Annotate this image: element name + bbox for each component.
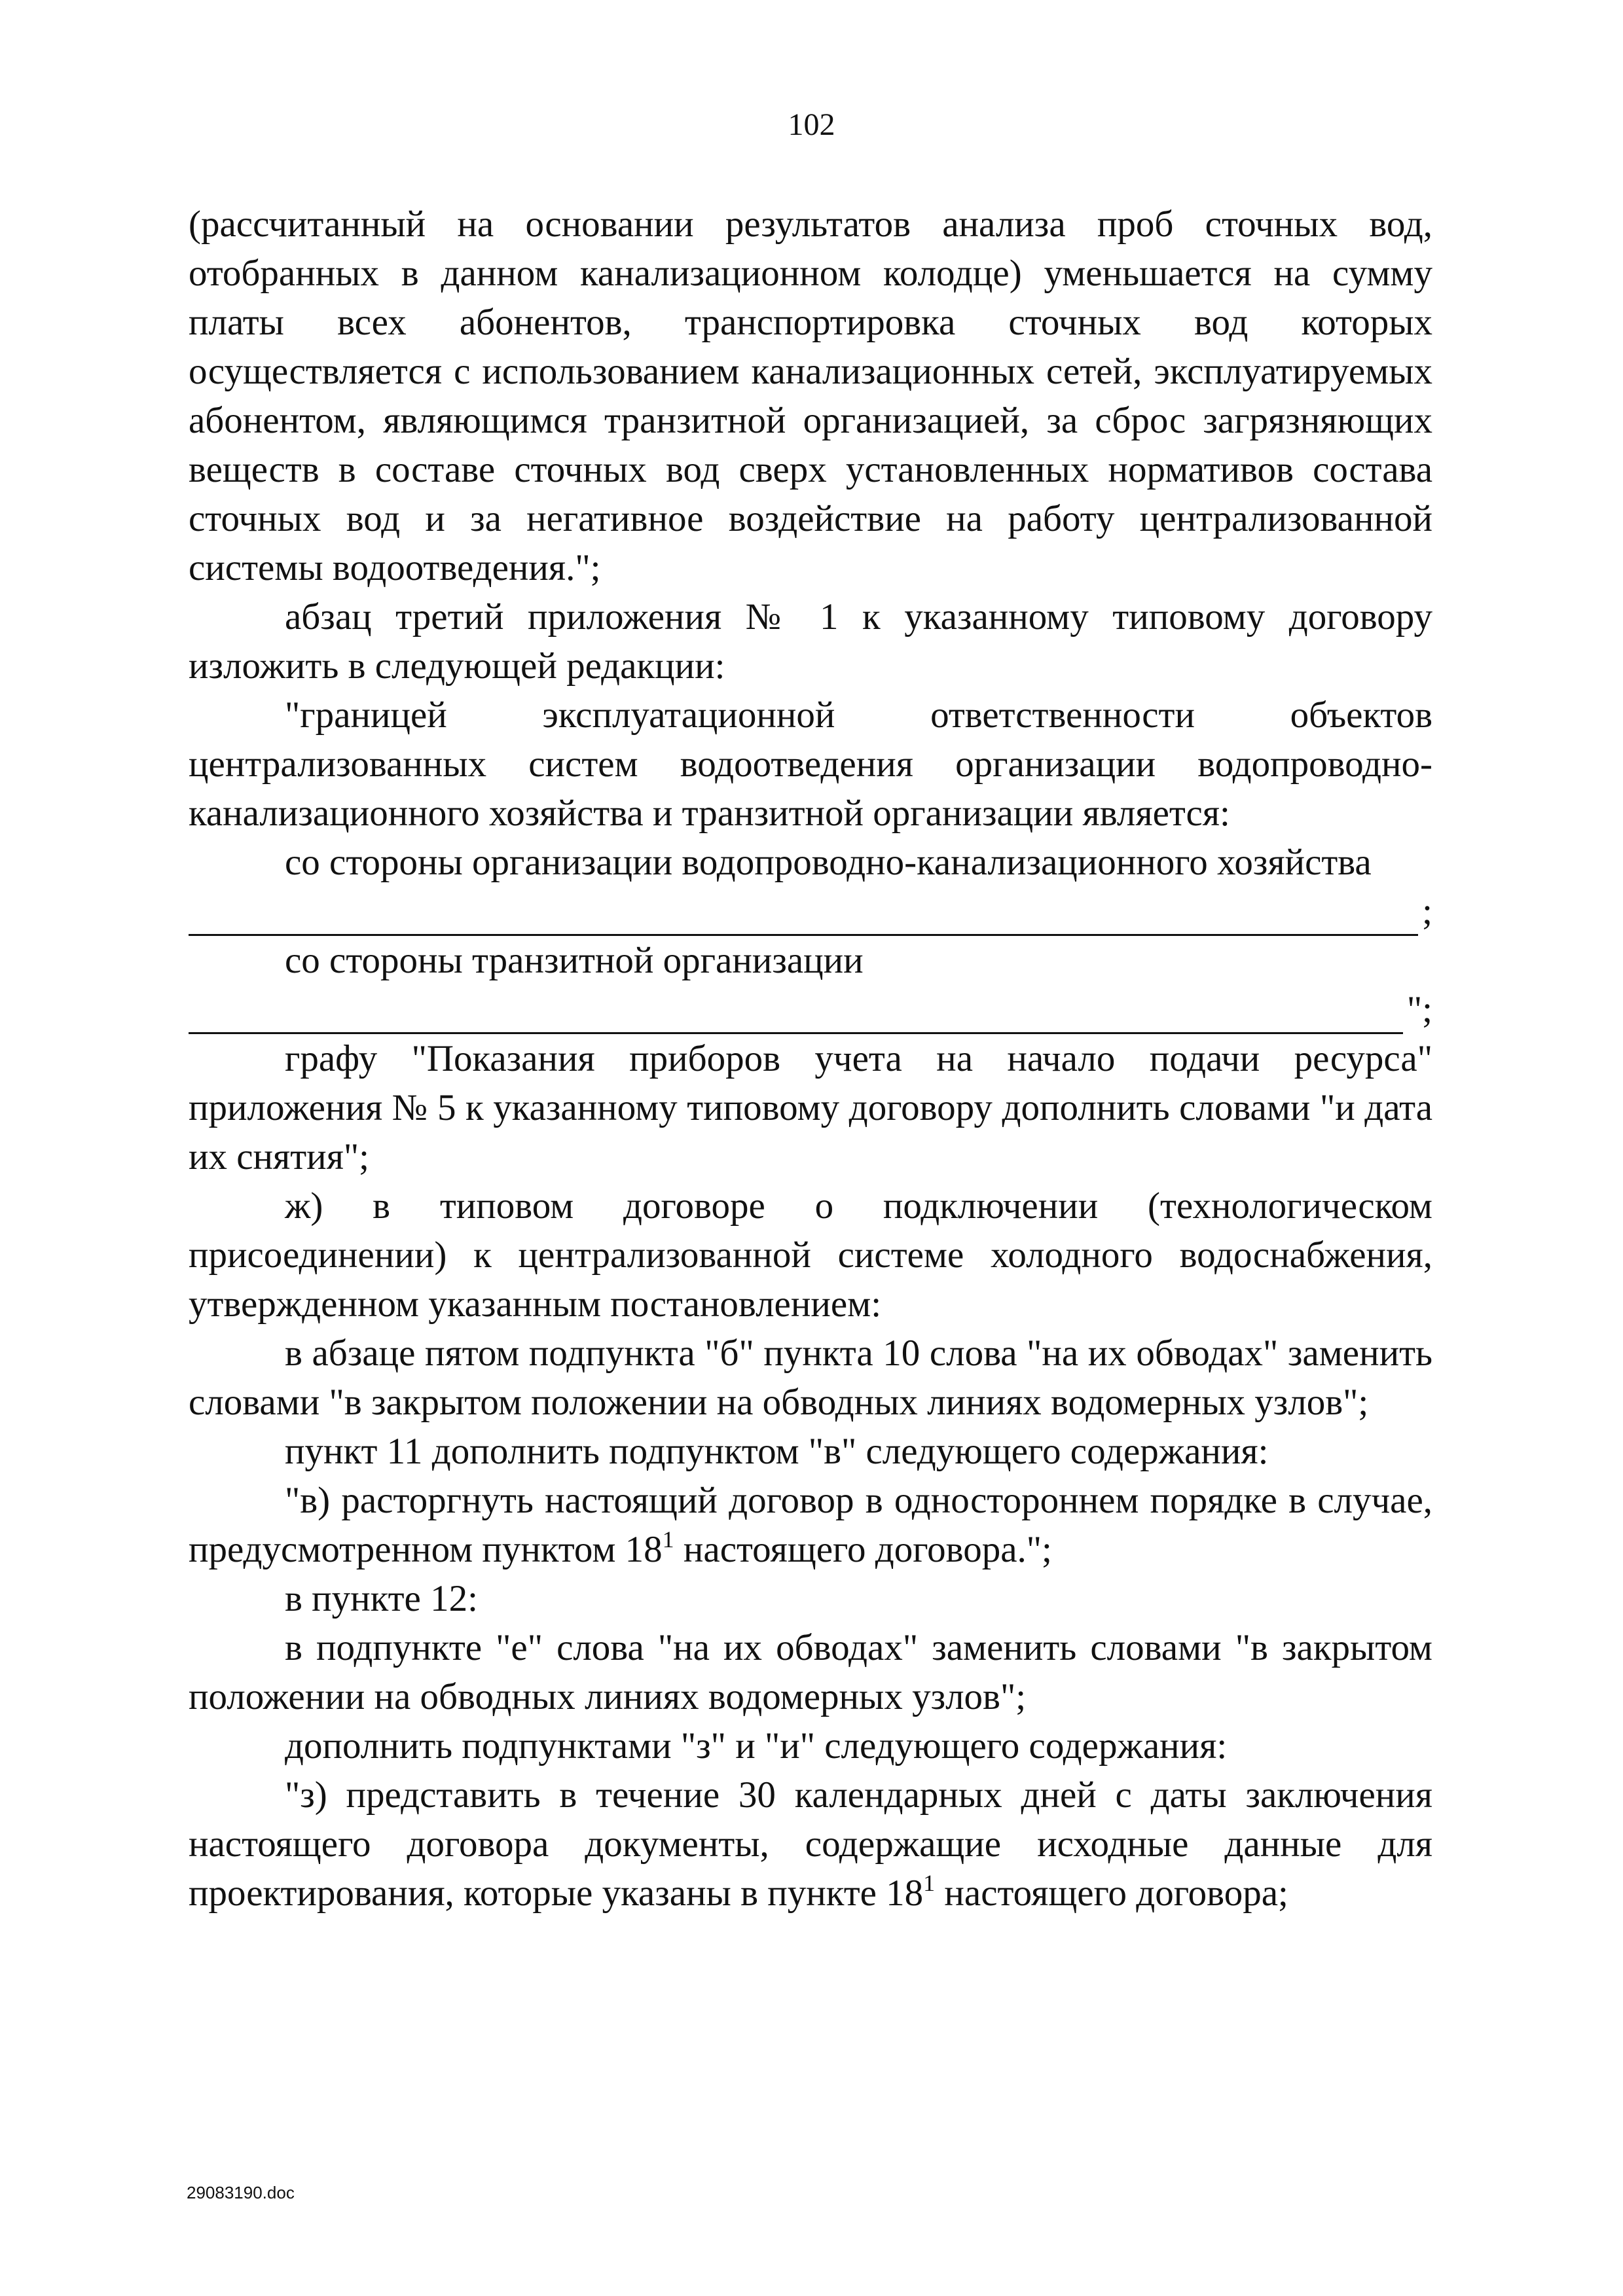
paragraph-text: "з) представить в течение 30 календарных дней с даты заключения настоящего договора документы, содержащие исходные данные для проектирования, которые указаны в пункте 18: [189, 1774, 1432, 1914]
paragraph: ж) в типовом договоре о подключении (технологическом присоединении) к централизованной системе холодного водоснабжения, утвержденном указанным постановлением:: [189, 1185, 1432, 1325]
superscript: 1: [923, 1870, 936, 1896]
footer-filename: 29083190.doc: [187, 2183, 295, 2202]
paragraph: абзац третий приложения № 1 к указанному типовому договору изложить в следующей редакции:: [189, 596, 1432, 687]
fill-in-blank-line: [189, 985, 1432, 1034]
blank-rule: [189, 899, 1418, 936]
paragraph: [189, 1770, 1432, 1918]
blank-line-tail: ;: [1422, 891, 1432, 932]
paragraph: со стороны транзитной организации: [285, 940, 864, 981]
paragraph: дополнить подпунктами "з" и "и" следующего содержания:: [285, 1725, 1228, 1767]
document-body: [189, 200, 1432, 1918]
paragraph-text: "в) расторгнуть настоящий договор в одностороннем порядке в случае, предусмотренном пунктом 18: [189, 1480, 1432, 1570]
paragraph: "границей эксплуатационной ответственности объектов централизованных систем водоотведения организации водопроводно-канализационного хозяйства и транзитной организации является:: [189, 694, 1432, 834]
paragraph-text: настоящего договора;: [935, 1873, 1288, 1914]
blank-rule: [189, 997, 1403, 1034]
paragraph-text: настоящего договора.";: [674, 1529, 1052, 1570]
paragraph: [189, 1476, 1432, 1574]
paragraph: в пункте 12:: [285, 1578, 478, 1619]
paragraph: со стороны организации водопроводно-канализационного хозяйства: [285, 842, 1372, 883]
blank-line-tail: ";: [1406, 989, 1432, 1030]
paragraph: в подпункте "е" слова "на их обводах" заменить словами "в закрытом положении на обводных линиях водомерных узлов";: [189, 1627, 1432, 1717]
paragraph: пункт 11 дополнить подпунктом "в" следующего содержания:: [285, 1431, 1269, 1472]
paragraph: (рассчитанный на основании результатов анализа проб сточных вод, отобранных в данном канализационном колодце) уменьшается на сумму платы всех абонентов, транспортировка сточных вод которых осуществляется с использованием канализационных сетей, эксплуатируемых абонентом, являющимся транзитной организацией, за сброс загрязняющих веществ в составе сточных вод сверх установленных нормативов состава сточных вод и за негативное воздействие на работу централизованной системы водоотведения.";: [189, 204, 1432, 588]
fill-in-blank-line: [189, 887, 1432, 936]
page-number: 102: [788, 107, 835, 142]
superscript: 1: [662, 1526, 674, 1552]
paragraph: в абзаце пятом подпункта "б" пункта 10 слова "на их обводах" заменить словами "в закрытом положении на обводных линиях водомерных узлов";: [189, 1333, 1432, 1423]
paragraph: графу "Показания приборов учета на начало подачи ресурса" приложения № 5 к указанному типовому договору дополнить словами "и дата их снятия";: [189, 1038, 1432, 1177]
